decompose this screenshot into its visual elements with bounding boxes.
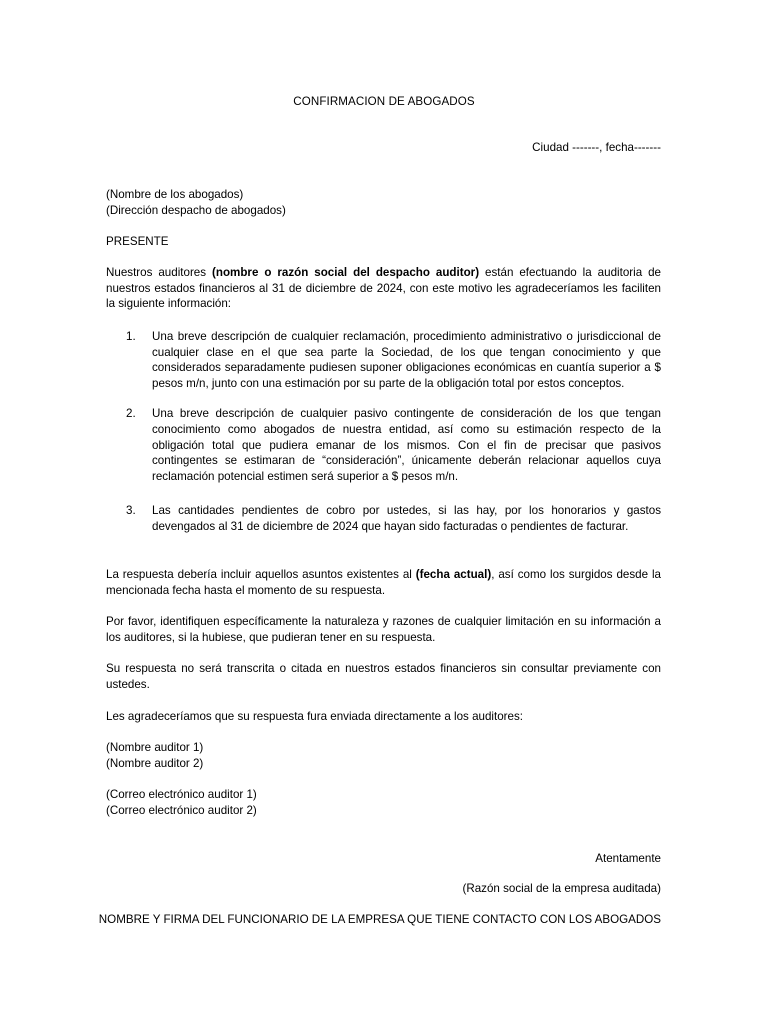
auditor-email-2: (Correo electrónico auditor 2) bbox=[106, 804, 257, 817]
list-item-number: 1. bbox=[126, 330, 136, 343]
list-item bbox=[126, 329, 661, 391]
city-date: Ciudad -------, fecha------- bbox=[532, 141, 661, 154]
addressee-name: (Nombre de los abogados) bbox=[106, 188, 244, 201]
list-item-text: Una breve descripción de cualquier reclamación, procedimiento administrativo o jurisdiccional de cualquier clase en el que sea parte la Sociedad, de los que tengan conocimiento y que considerados separadamente pudiesen suponer obligaciones económicas en cuantía superior a $ pesos m/n, junto con una estimación por su parte de la obligación total por estos conceptos. bbox=[152, 330, 661, 390]
intro-text-end: están efectuando la auditoria de nuestros estados financieros al 31 de diciembre de 2024, con este motivo les agradeceríamos les faciliten la siguiente información: bbox=[106, 266, 662, 311]
response-paragraph bbox=[106, 567, 661, 598]
intro-paragraph bbox=[106, 265, 661, 312]
send-to-paragraph: Les agradeceríamos que su respuesta fura enviada directamente a los auditores: bbox=[106, 710, 523, 723]
addressee-address: (Dirección despacho de abogados) bbox=[106, 204, 286, 217]
document-title: CONFIRMACION DE ABOGADOS bbox=[293, 95, 475, 108]
auditor-firm-placeholder: (nombre o razón social del despacho auditor) bbox=[212, 266, 480, 279]
limitations-paragraph: Por favor, identifiquen específicamente la naturaleza y razones de cualquier limitación en su información a los auditores, si la hubiese, que pudieran tener en su respuesta. bbox=[106, 615, 661, 644]
response-text-start: La respuesta debería incluir aquellos asuntos existentes al bbox=[106, 568, 416, 581]
requested-info-list bbox=[126, 329, 661, 535]
list-item-number: 3. bbox=[126, 504, 136, 518]
list-item bbox=[126, 503, 661, 534]
no-transcription-paragraph: Su respuesta no será transcrita o citada en nuestros estados financieros sin consultar previamente con ustedes. bbox=[106, 662, 661, 691]
audited-company: (Razón social de la empresa auditada) bbox=[462, 882, 661, 895]
auditor-name-2: (Nombre auditor 2) bbox=[106, 757, 204, 770]
list-item-number: 2. bbox=[126, 407, 136, 421]
current-date-placeholder: (fecha actual) bbox=[415, 568, 492, 581]
auditor-email-1: (Correo electrónico auditor 1) bbox=[106, 788, 257, 801]
intro-text-start: Nuestros auditores bbox=[106, 266, 213, 279]
response-text-end: , así como los surgidos desde la mencionada fecha hasta el momento de su respuesta. bbox=[106, 568, 661, 597]
salutation: PRESENTE bbox=[106, 235, 169, 248]
signature-line: NOMBRE Y FIRMA DEL FUNCIONARIO DE LA EMPRESA QUE TIENE CONTACTO CON LOS ABOGADOS bbox=[98, 913, 661, 926]
list-item-text: Las cantidades pendientes de cobro por ustedes, si las hay, por los honorarios y gastos devengados al 31 de diciembre de 2024 que hayan sido facturadas o pendientes de facturar. bbox=[152, 504, 661, 533]
auditor-name-1: (Nombre auditor 1) bbox=[106, 741, 204, 754]
list-item-text: Una breve descripción de cualquier pasivo contingente de consideración de los que tengan conocimiento como abogados de nuestra entidad, así como su estimación respecto de la obligación total que pudiera emanar de los mismos. Con el fin de precisar que pasivos contingentes se estimaran de “consideración”, únicamente deberán relacionar aquellos cuya reclamación potencial estimen será superior a $ pesos m/n. bbox=[152, 407, 661, 483]
closing: Atentamente bbox=[595, 852, 661, 865]
list-item bbox=[126, 406, 661, 484]
